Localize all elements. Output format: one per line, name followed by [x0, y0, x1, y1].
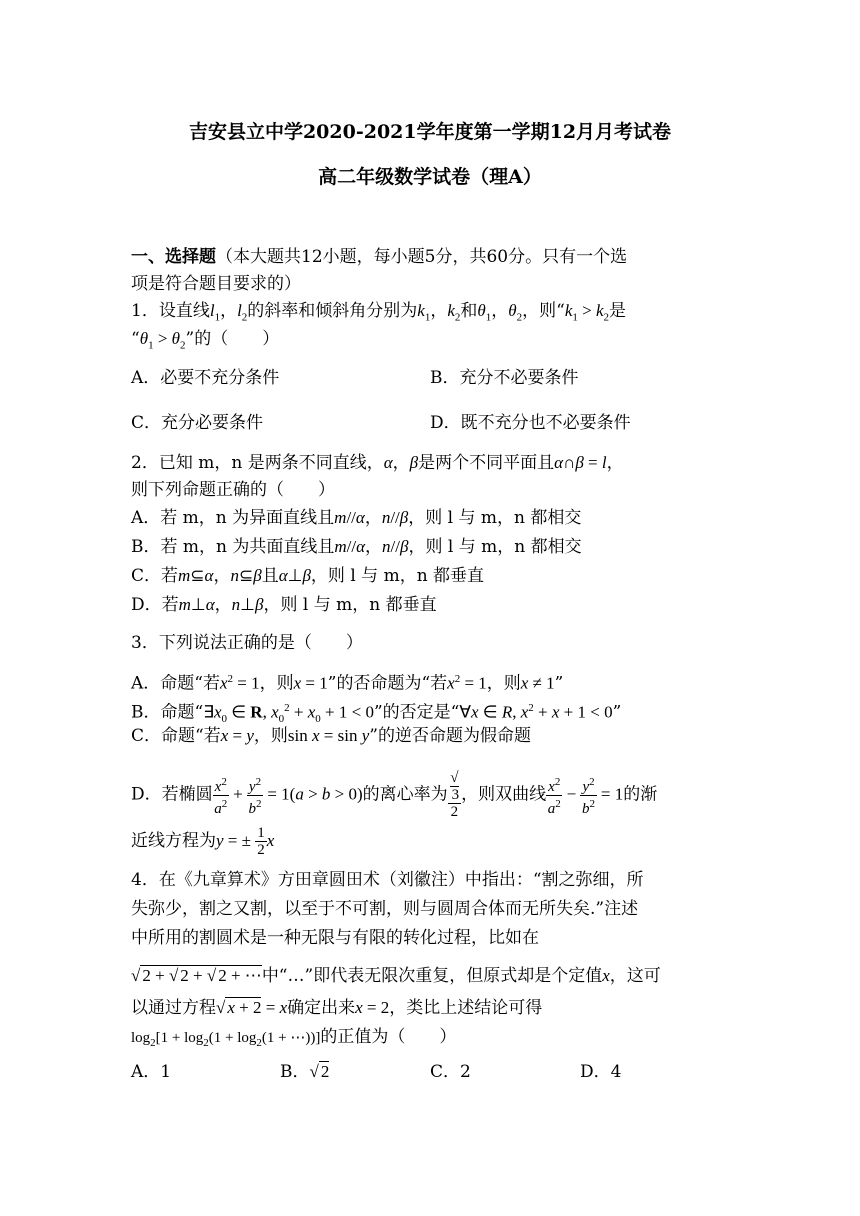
q4-option-a: A．1 [131, 1062, 172, 1082]
q2-line1: 2．已知 m，n 是两条不同直线，α，β是两个不同平面且α∩β = l， [131, 453, 624, 473]
q1-option-a: A．必要不充分条件 [131, 368, 280, 388]
q4-line4: √ 2 + √ 2 + √ 2 + ⋯中“…”即代表无限次重复，但原式却是个定值x，这可 [131, 966, 661, 986]
section-heading: 一、选择题 [131, 247, 216, 267]
q1-option-d: D．既不充分也不必要条件 [430, 413, 631, 433]
q4-line5: 以通过方程√ x + 2 = x确定出来x = 2，类比上述结论可得 [131, 998, 543, 1018]
q3-option-d-line2: 近线方程为y = ± $\frac{1}{2}$ x [131, 825, 275, 858]
q1-option-b: B．充分不必要条件 [430, 368, 579, 388]
q3-line1: 3．下列说法正确的是（ ） [131, 633, 363, 653]
q2-option-d: D．若m⊥α，n⊥β，则 l 与 m，n 都垂直 [131, 595, 437, 615]
q3-option-c: C．命题“若x = y，则sin x = sin y”的逆否命题为假命题 [131, 726, 531, 746]
section-desc-1: （本大题共12小题，每小题5分，共60分。只有一个选 [216, 247, 628, 267]
exam-subtitle: 高二年级数学试卷（理A） [318, 166, 542, 188]
q2-option-b: B．若 m，n 为共面直线且m//α，n//β，则 l 与 m，n 都相交 [131, 537, 582, 557]
q3-option-b: B．命题“$\exists x_0$ ∈ R, $x_0^2 + x_0 + 1 < 0$”的否定是“∀x ∈ R, $x^2 + x + 1 < 0$” [131, 702, 622, 726]
q4-option-b: B．√ 2 [280, 1062, 330, 1082]
q4-line2: 失弥少，割之又割，以至于不可割，则与圆周合体而无所失矣.”注述 [131, 899, 639, 919]
q4-line6: $\log_2[1 + \log_2(1 + \log_2(1$ + ⋯))]的正值为（ ） [131, 1027, 457, 1049]
section-desc-2: 项是符合题目要求的） [131, 274, 301, 294]
q1-line1: 1．设直线$l_1$，$l_2$的斜率和倾斜角分别为$k_1$，$k_2$和$\theta_1$，$\theta_2$，则“$k_1 > k_2$是 [131, 301, 626, 324]
exam-title: 吉安县立中学2020-2021学年度第一学期12月月考试卷 [188, 121, 672, 143]
q4-option-c: C．2 [430, 1062, 471, 1082]
q2-option-c: C．若m⊆α，n⊆β且α⊥β，则 l 与 m，n 都垂直 [131, 566, 485, 586]
q3-option-a: A．命题“若$x^2 = 1$，则x = 1”的否命题为“若$x^2 = 1$，则x ≠ 1” [131, 673, 564, 694]
q1-line2: “$\theta_1 > \theta_2$”的（ ） [131, 329, 280, 352]
q3-option-d: D．若椭圆 $\frac{x^2}{a^2}$ + $\frac{y^2}{b^2}$ = 1(a > b > 0)的离心率为 √ 3 2 ，则双曲线 $\frac{x^2}{a^2}$ − $\frac{y^2}{b^2}$ = 1的渐 [131, 770, 658, 820]
q4-line3: 中所用的割圆术是一种无限与有限的转化过程，比如在 [131, 928, 539, 948]
section-heading-line [131, 245, 731, 269]
q1-option-c: C．充分必要条件 [131, 413, 264, 433]
q4-line1: 4．在《九章算术》方田章圆田术（刘徽注）中指出：“割之弥细，所 [131, 870, 644, 890]
q2-line2: 则下列命题正确的（ ） [131, 480, 335, 500]
q4-option-d: D．4 [580, 1062, 622, 1082]
q2-option-a: A．若 m，n 为异面直线且m//α，n//β，则 l 与 m，n 都相交 [131, 508, 582, 528]
